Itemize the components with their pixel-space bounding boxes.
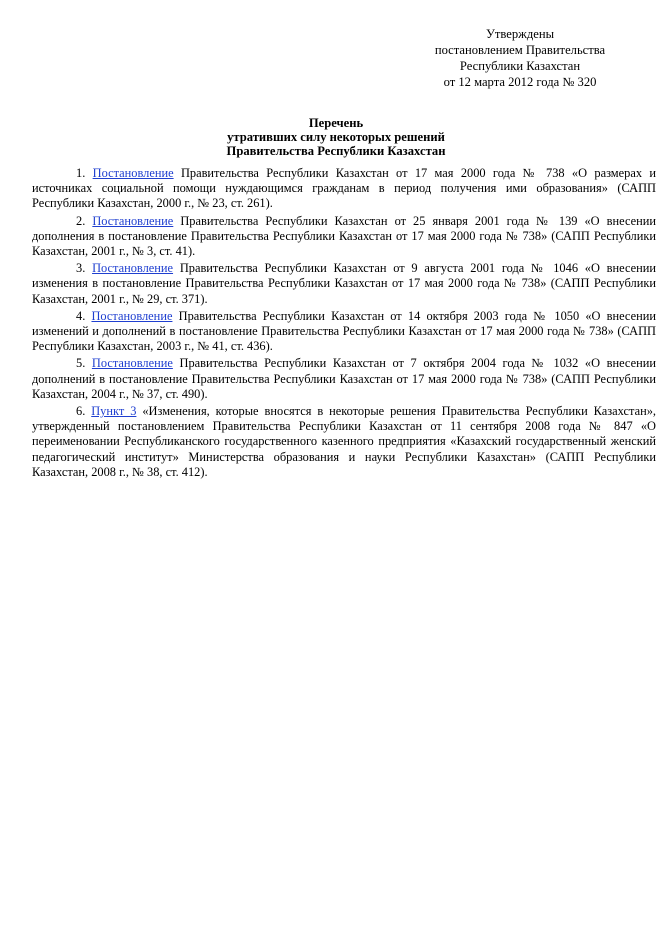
item-link-punkt-3[interactable]: Пункт 3 xyxy=(91,404,137,419)
item-number: 3. xyxy=(76,261,86,276)
item-link-postanovlenie[interactable]: Постановление xyxy=(92,261,174,276)
list-item-2 xyxy=(32,214,656,260)
item-number: 4. xyxy=(76,308,86,323)
item-text: Правительства Республики Казахстан от 7 октября 2004 года № 1032 «О внесении дополнений в постановление Правительства Республики Казахстан от 17 мая 2000 года № 738» (САПП Республики Казахстан, 2004 г., № 37, ст. 490). xyxy=(32,356,656,401)
approval-line-1: Утверждены xyxy=(485,27,555,41)
item-text: «Изменения, которые вносятся в некоторые решения Правительства Республики Казахстан», утвержденный постановлением Правительства Республики Казахстан от 11 сентября 2008 года № 847 «О переименовании Республиканского государственного казенного предприятия «Казахский государственный женский педагогический институт» Министерства образования и науки Республики Казахстан» (САПП Республики Казахстан, 2008 г., № 38, ст. 412). xyxy=(32,404,656,479)
list-item-5 xyxy=(32,356,656,402)
item-number: 5. xyxy=(76,356,86,371)
document-title xyxy=(0,116,672,158)
approval-line-4: от 12 марта 2012 года № 320 xyxy=(443,75,597,89)
approval-line-2: постановлением Правительства xyxy=(434,43,606,57)
item-number: 2. xyxy=(76,213,86,228)
item-text: Правительства Республики Казахстан от 14 октября 2003 года № 1050 «О внесении изменений и дополнений в постановление Правительства Республики Казахстан от 17 мая 2000 года № 738» (САПП Республики Казахстан, 2003 г., № 41, ст. 436). xyxy=(32,308,656,354)
item-link-postanovlenie[interactable]: Постановление xyxy=(91,356,173,371)
title-line-3: Правительства Республики Казахстан xyxy=(226,144,446,158)
item-link-postanovlenie[interactable]: Постановление xyxy=(91,308,173,323)
item-text: Правительства Республики Казахстан от 17 мая 2000 года № 738 «О размерах и источниках социальной помощи нуждающимся гражданам в период получения ими образования» (САПП Республики Казахстан, 2000 г., № 23, ст. 261). xyxy=(32,166,656,211)
item-number: 6. xyxy=(76,404,86,419)
item-number: 1. xyxy=(76,166,86,180)
item-link-postanovlenie[interactable]: Постановление xyxy=(92,213,174,228)
decision-list xyxy=(32,166,656,482)
title-line-1: Перечень xyxy=(308,116,364,130)
item-text: Правительства Республики Казахстан от 25 января 2001 года № 139 «О внесении дополнения в постановление Правительства Республики Казахстан от 17 мая 2000 года № 738» (САПП Республики Казахстан, 2001 г., № 3, ст. 41). xyxy=(32,213,656,259)
approval-stamp xyxy=(410,26,630,90)
list-item-3 xyxy=(32,261,656,307)
approval-line-3: Республики Казахстан xyxy=(459,59,581,73)
title-line-2: утративших силу некоторых решений xyxy=(227,130,445,144)
item-text: Правительства Республики Казахстан от 9 августа 2001 года № 1046 «О внесении изменения в постановление Правительства Республики Казахстан от 17 мая 2000 года № 738» (САПП Республики Казахстан, 2001 г., № 29, ст. 371). xyxy=(32,261,656,306)
list-item-4 xyxy=(32,309,656,355)
list-item-1 xyxy=(32,166,656,212)
list-item-6 xyxy=(32,404,656,480)
item-link-postanovlenie[interactable]: Постановление xyxy=(92,166,174,180)
